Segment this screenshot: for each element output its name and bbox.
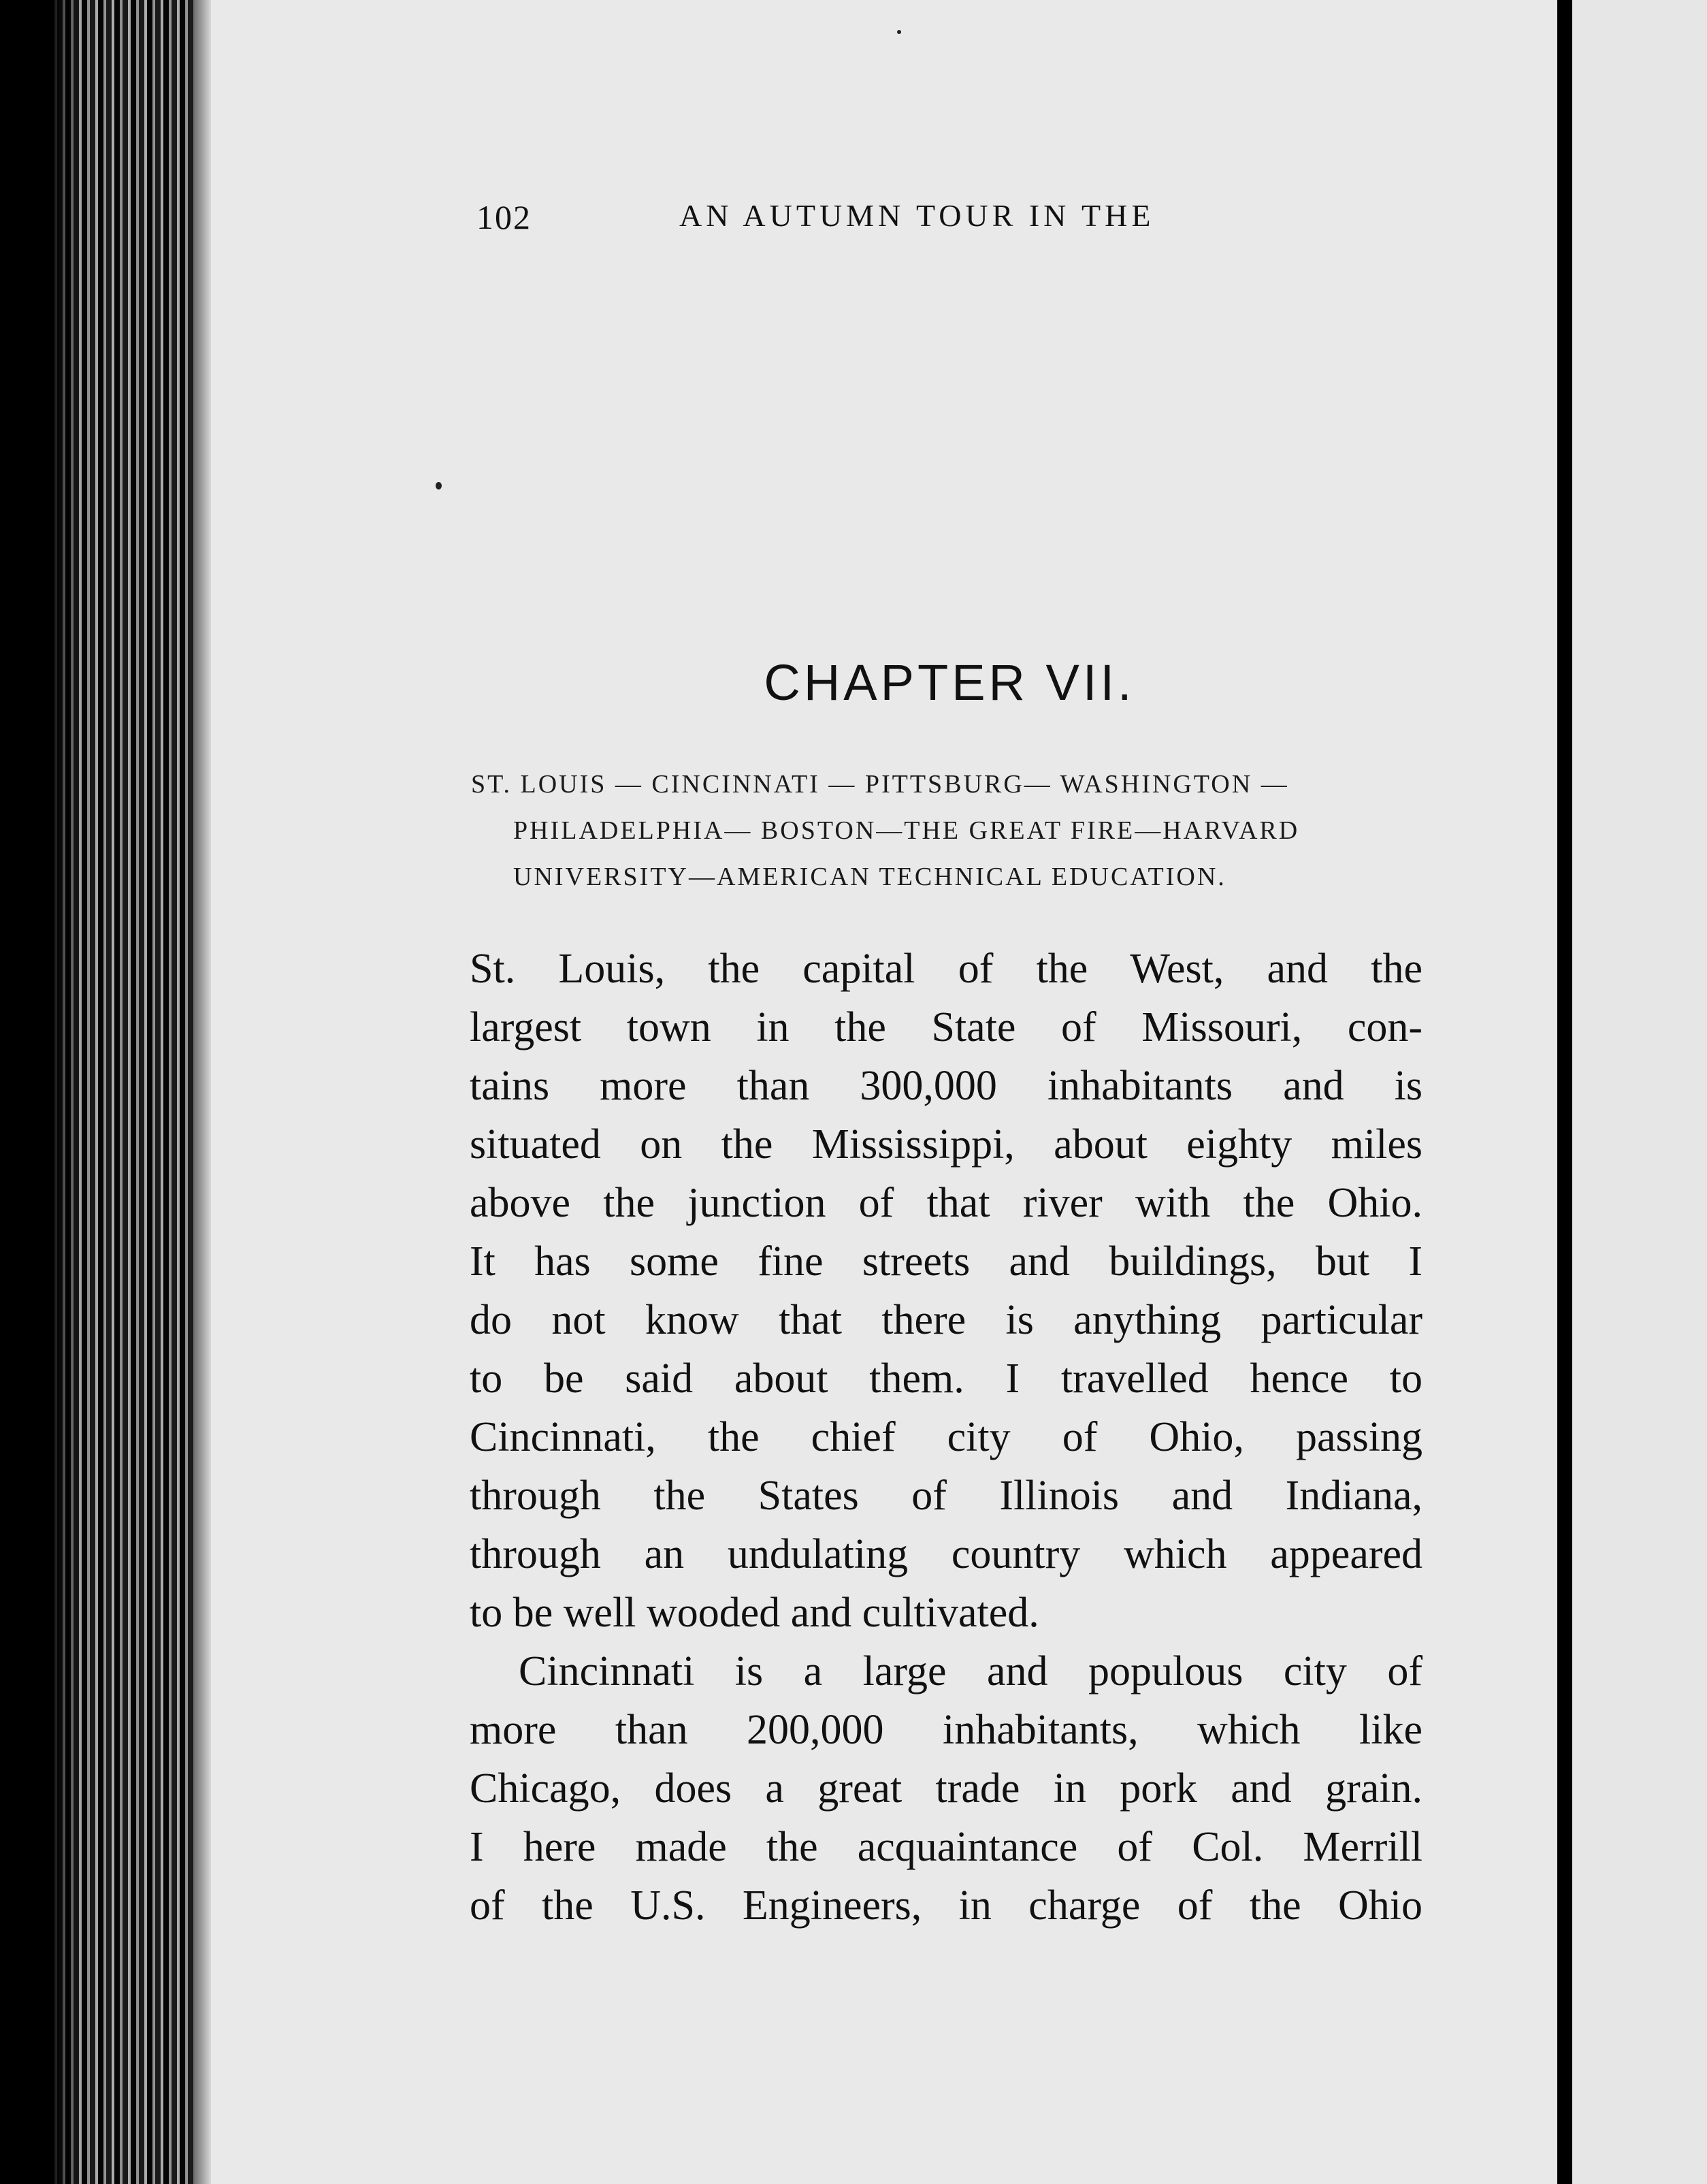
text-line: Chicago, does a great trade in pork and grain. [470,1765,1422,1812]
running-head [476,197,1429,252]
text-line: through an undulating country which appeared [470,1531,1422,1577]
text-line: of the U.S. Engineers, in charge of the Ohio [470,1882,1422,1929]
chapter-synopsis [471,761,1431,900]
text-line: to be well wooded and cultivated. [470,1590,1039,1636]
synopsis-line: ST. LOUIS — CINCINNATI — PITTSBURG— WASHINGTON — [471,770,1289,799]
right-gutter [1557,0,1572,2184]
page-number: 102 [476,198,532,236]
text-line: more than 200,000 inhabitants, which like [470,1707,1422,1753]
running-title: AN AUTUMN TOUR IN THE [679,198,1155,233]
book-edge-shadow [0,0,82,2184]
synopsis-line: UNIVERSITY—AMERICAN TECHNICAL EDUCATION. [513,863,1226,891]
text-line: largest town in the State of Missouri, con- [470,1004,1422,1050]
ink-speck [897,30,901,34]
body-text [470,940,1422,1935]
text-line: Cincinnati, the chief city of Ohio, passing [470,1414,1422,1460]
text-line: I here made the acquaintance of Col. Merrill [470,1824,1422,1870]
facing-page-edge [1572,0,1707,2184]
text-line: to be said about them. I travelled hence to [470,1355,1422,1402]
chapter-title: CHAPTER VII. [764,654,1135,711]
text-line: above the junction of that river with the Ohio. [470,1180,1422,1226]
text-line: situated on the Mississippi, about eighty miles [470,1121,1422,1168]
text-line: Cincinnati is a large and populous city of [519,1648,1422,1695]
paragraph-2 [470,1642,1422,1935]
text-line: through the States of Illinois and Indiana, [470,1473,1422,1519]
ink-speck [436,482,442,489]
synopsis-line: PHILADELPHIA— BOSTON—THE GREAT FIRE—HARVARD [513,816,1300,845]
text-line: It has some fine streets and buildings, but I [470,1238,1422,1285]
page-gutter-shadow [193,0,211,2184]
paragraph-1 [470,940,1422,1642]
text-line: tains more than 300,000 inhabitants and is [470,1063,1422,1109]
text-line: St. Louis, the capital of the West, and the [470,946,1422,992]
text-line: do not know that there is anything particular [470,1297,1422,1343]
